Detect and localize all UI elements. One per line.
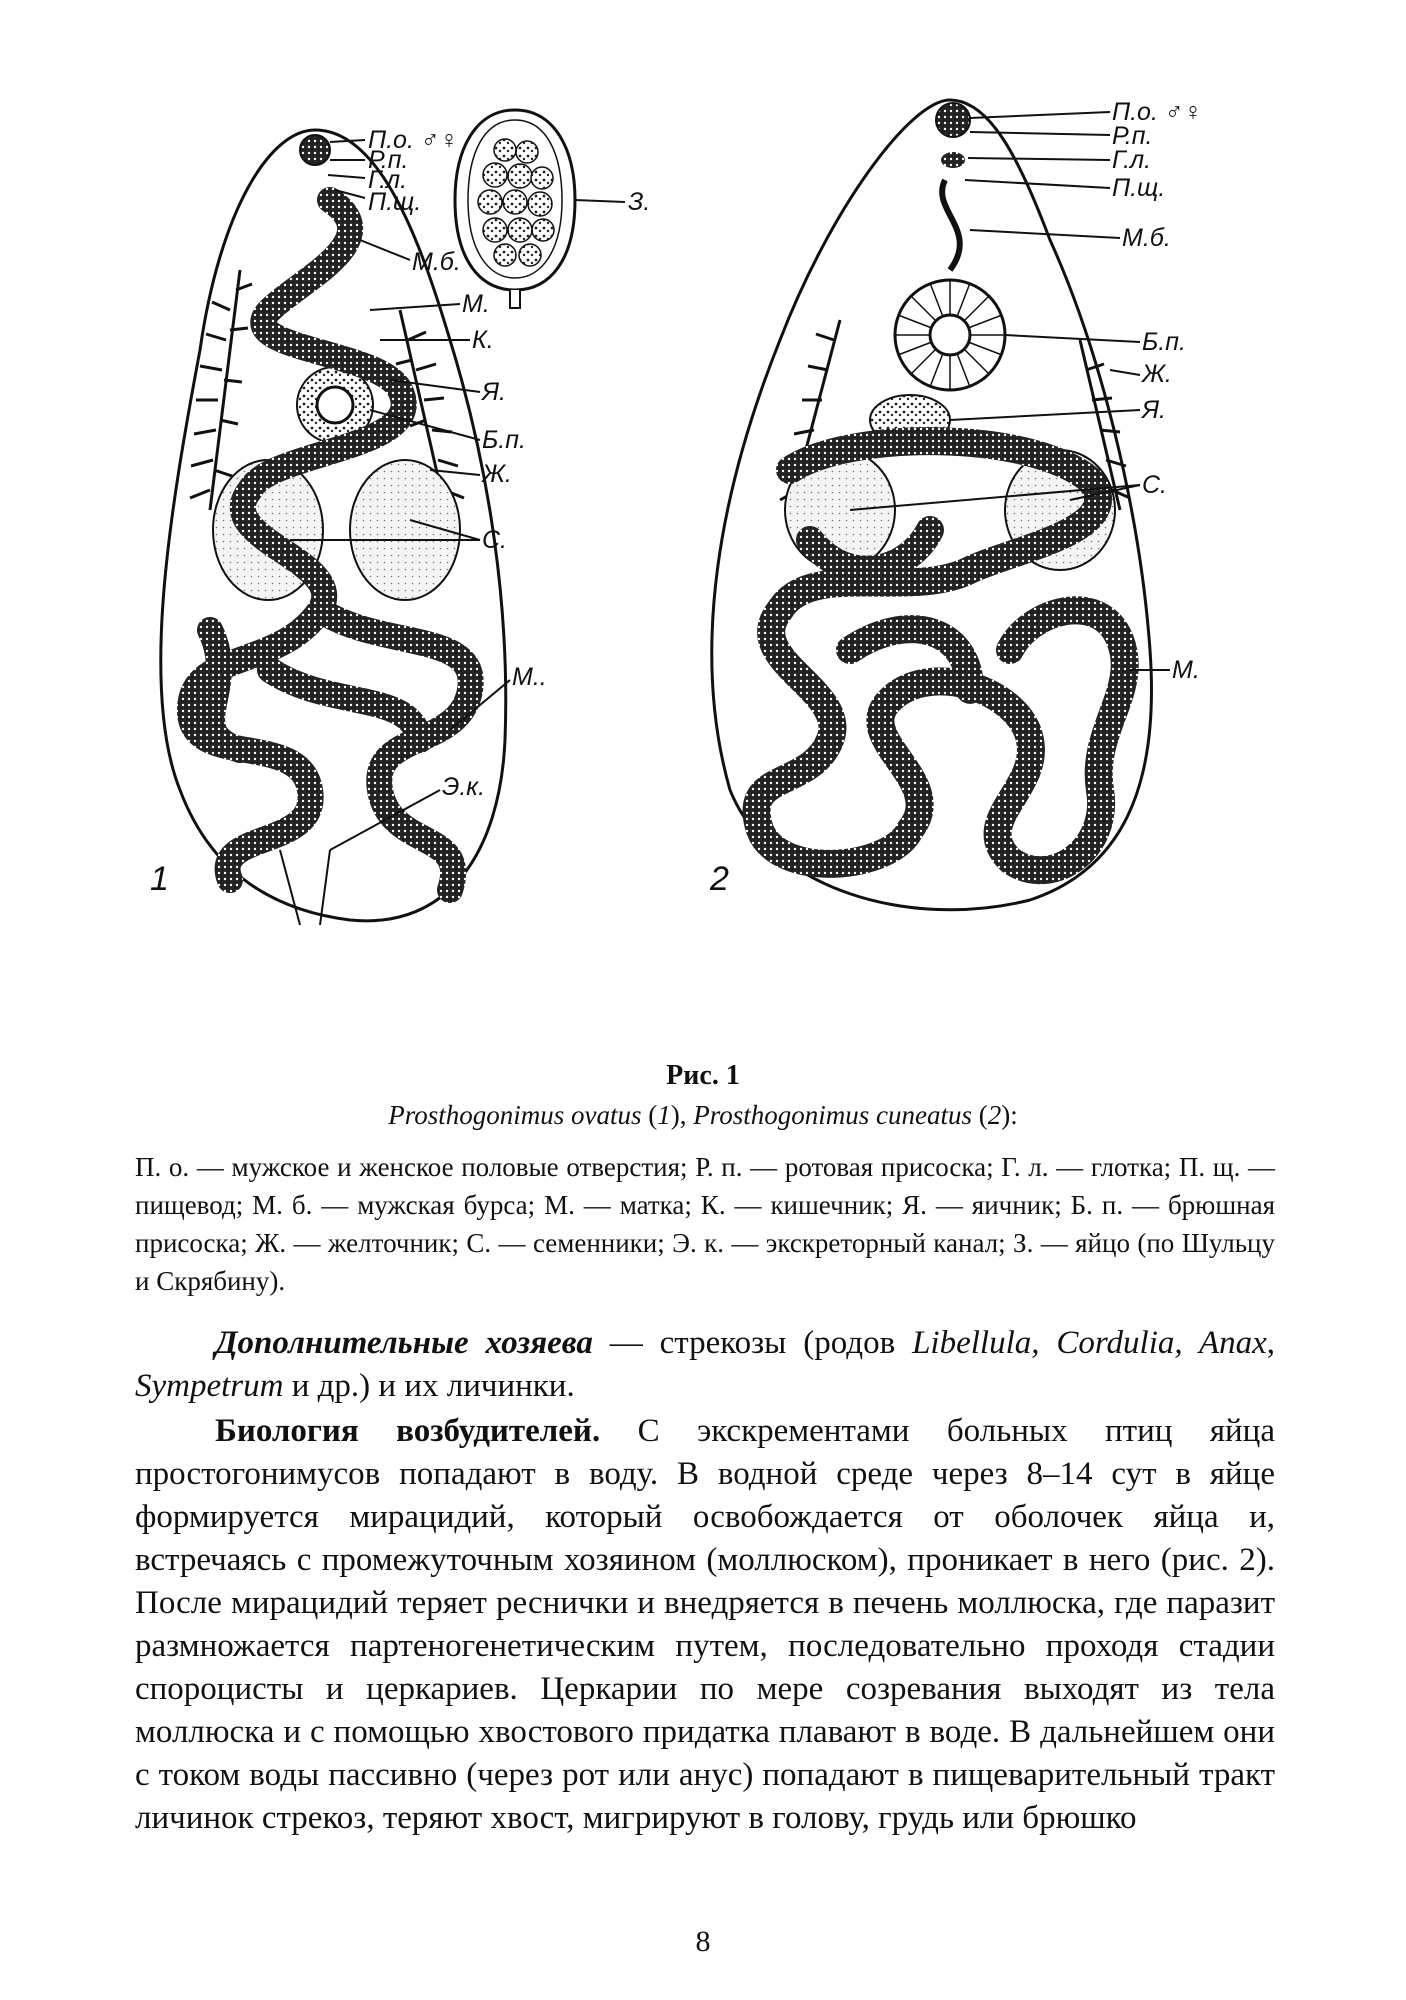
species-1: Prosthogonimus ovatus [388,1100,642,1130]
label-psch-2: П.щ. [1112,174,1166,202]
label-rp-1: Р.п. [368,146,409,174]
page-number: 8 [695,1925,711,1958]
label-m2-1: М.. [512,663,547,691]
label-m-2: М. [1172,656,1200,684]
paragraph-biology-text: С экскрементами больных птиц яйца простогонимусов попадают в воду. В водной среде через 8–14 сут в яйце формируется мирацидий, который освобождается от оболочек яйца и, встречаясь с промежуточным хозяином (моллюском), проникает в него (рис. 2). После мирацидий теряет реснички и внедряется в печень моллюска, где паразит размножается партеногенетическим путем, последовательно проходя стадии спороцисты и церкариев. Церкарии по мере созревания выходят из тела моллюска и с помощью хвостового придатка плавают в воде. В дальнейшем они с током воды пассивно (через рот или анус) попадают в пищеварительный тракт личинок стрекоз, теряют хвост, мигрируют в голову, грудь или брюшко [135,1413,1275,1836]
label-rp-2: Р.п. [1112,122,1153,150]
figure-caption-title: Рис. 1 [666,1060,740,1091]
figure-legend: П. о. — мужское и женское половые отверстия; Р. п. — ротовая присоска; Г. л. — глотка; П. щ. — пищевод; М. б. — мужская бурса; М. — матка; К. — кишечник; Я. — яичник; Б. п. — брюшная присоска; Ж. — желточник; С. — семенники; Э. к. — экскреторный канал; З. — яйцо (по Шульцу и Скрябину). [135,1152,1275,1296]
label-gl-2: Г.л. [1112,146,1152,174]
label-mb-1: М.б. [412,248,461,276]
label-gl-1: Г.л. [368,166,408,194]
label-zh-1: Ж. [482,460,512,488]
label-egg: З. [628,188,651,216]
label-ya-2: Я. [1142,396,1166,424]
label-po-1: П.о. ♂♀ [368,126,459,154]
species-2-number: 2 [987,1100,1002,1130]
panel2-worm-drawing [712,100,1152,910]
figure-illustration [150,90,1290,1050]
label-s-2: С. [1142,471,1167,499]
label-ya-1: Я. [482,378,506,406]
genus-sympetrum: Sympetrum [135,1368,284,1404]
label-s-1: С. [482,526,507,554]
label-m-1: М. [462,290,490,318]
panel1-number: 1 [150,860,169,898]
label-bp-2: Б.п. [1142,328,1186,356]
paragraph-lead-hosts: Дополнительные хозяева [215,1325,593,1361]
label-k-1: К. [472,326,494,354]
paragraph-lead-biology: Биология возбудителей. [215,1413,601,1449]
label-psch-1: П.щ. [368,188,422,216]
text-run: — стрекозы (родов [592,1325,913,1361]
text-run: , [1266,1325,1276,1361]
label-zh-2: Ж. [1142,360,1172,388]
panel2-number: 2 [710,860,729,898]
label-po-2: П.о. ♂♀ [1112,98,1203,126]
label-ek-1: Э.к. [442,773,486,801]
figure-caption-species: Prosthogonimus ovatus (1), Prosthogonimus cuneatus (2): [388,1100,1018,1130]
label-bp-1: Б.п. [482,426,526,454]
genus-list: Libellula, Cordulia, Anax [912,1325,1267,1361]
label-mb-2: М.б. [1122,224,1171,252]
paragraph-biology [135,1410,1275,1840]
text-run: и др.) и их личинки. [283,1368,575,1404]
species-2: Prosthogonimus cuneatus [693,1100,972,1130]
species-1-number: 1 [657,1100,671,1130]
paragraph-additional-hosts [135,1322,1275,1408]
egg-drawing [455,110,625,308]
